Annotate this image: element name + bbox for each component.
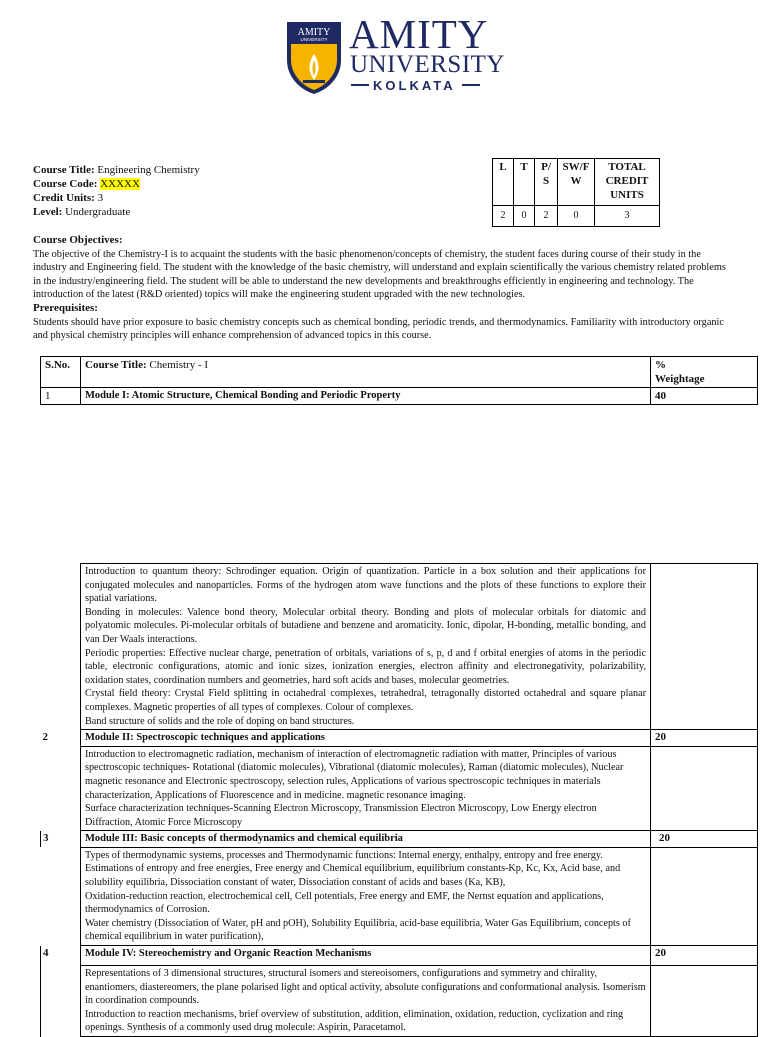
svg-text:AMITY: AMITY	[297, 27, 331, 38]
module-content	[81, 564, 651, 730]
ltp-table	[492, 158, 660, 227]
course-code-line	[33, 177, 200, 191]
module-weightage: 20	[651, 831, 758, 848]
content-paragraph: Introduction to quantum theory: Schrodinger equation. Origin of quantization. Particle in a box solution and their applications for conjugated molecules and nanoparticles. Forms of the hydrogen atom wave functions and the plots of these functions to explore their spatial variations.	[85, 566, 646, 605]
city-label: KOLKATA	[373, 78, 456, 93]
ltp-value-cell: 2	[493, 206, 514, 227]
prerequisites-text: Students should have prior exposure to basic chemistry concepts such as chemical bonding, periodic trends, and thermodynamics. Familiarity with introductory organic and physical chemistry principles will enhance comprehension of advanced topics in this course.	[33, 316, 724, 342]
course-code-value: XXXXX	[100, 178, 140, 190]
content-paragraph: Introduction to reaction mechanisms, brief overview of substitution, addition, elimination, oxidation, reduction, cyclization and ring openings. Synthesis of a commonly used drug molecule: Aspirin, Paracetamol.	[85, 1008, 624, 1034]
credit-units-label: Credit Units:	[33, 192, 95, 204]
content-paragraph: Band structure of solids and the role of doping on band structures.	[85, 715, 355, 727]
empty-number-cell	[41, 746, 81, 831]
prerequisites-heading: Prerequisites:	[33, 301, 98, 314]
module-number: 4	[41, 946, 81, 966]
module-content	[81, 847, 651, 945]
module-weightage: 20	[651, 946, 758, 966]
course-title-header	[81, 357, 651, 388]
empty-weight-cell	[651, 746, 758, 831]
content-paragraph: Crystal field theory: Crystal Field splitting in octahedral complexes, tetrahedral, tetragonally distorted octahedral and square planar complexes. Magnetic properties of all types of complexes. Colour of complexes.	[85, 688, 646, 713]
level-value: Undergraduate	[65, 206, 131, 218]
city-rule-left	[351, 84, 369, 86]
objectives-text: The objective of the Chemistry-I is to acquaint the students with the basic phenomenon/concepts of chemistry, the student faces during course of their study in the industry and Engineering field. The student with the knowledge of the basic chemistry, will understand and explain scientifically the various chemistry related problems in the industry/engineering field. The student will be able to understand the new developments and breakthroughs efficiently in engineering and technology. The introduction of the latest (R&D oriented) topics will make the engineering student upgraded with the new technologies.	[33, 248, 726, 301]
module-content	[81, 966, 651, 1037]
course-code-label: Course Code:	[33, 178, 98, 190]
brand-city	[351, 78, 491, 93]
module-table-body	[40, 563, 758, 1037]
course-title-label: Course Title:	[33, 164, 95, 176]
objectives-heading: Course Objectives:	[33, 234, 123, 246]
course-info	[33, 163, 200, 219]
credit-units-value: 3	[97, 192, 104, 204]
shield-emblem-icon	[285, 20, 343, 96]
course-title-value: Engineering Chemistry	[97, 164, 200, 176]
ltp-header-cell: T	[514, 159, 535, 206]
module-number: 3	[41, 831, 81, 848]
module-content	[81, 746, 651, 831]
empty-weight-cell	[651, 564, 758, 730]
brand-sub: UNIVERSITY	[350, 51, 505, 78]
university-logo	[283, 11, 505, 96]
course-title-header-label: Course Title:	[85, 359, 147, 371]
content-paragraph: Oxidation-reduction reaction, electrochemical cell, Cell potentials, Free energy and EMF, the Nernst equation and applications, thermodynamics of Corrosion.	[85, 890, 604, 916]
empty-number-cell	[41, 966, 81, 1037]
ltp-header-cell: L	[493, 159, 514, 206]
city-rule-right	[462, 84, 480, 86]
svg-text:UNIVERSITY: UNIVERSITY	[300, 37, 328, 42]
module-number: 2	[41, 730, 81, 747]
content-paragraph: Water chemistry (Dissociation of Water, pH and pOH), Solubility Equilibria, acid-base equilibria, Water Gas Equilibrium, concepts of chemical equilibrium in water purification),	[85, 917, 631, 943]
module-title: Module III: Basic concepts of thermodynamics and chemical equilibria	[81, 831, 651, 848]
ltp-header-cell: TOTAL CREDIT UNITS	[595, 159, 660, 206]
sno-header: S.No.	[41, 357, 81, 388]
ltp-value-cell: 3	[595, 206, 660, 227]
module-table-header	[40, 356, 758, 405]
module-weightage: 20	[651, 730, 758, 747]
ltp-value-cell: 2	[535, 206, 558, 227]
module-number: 1	[41, 388, 81, 405]
ltp-value-cell: 0	[514, 206, 535, 227]
empty-weight-cell	[651, 847, 758, 945]
content-paragraph: Periodic properties: Effective nuclear charge, penetration of orbitals, variations of s, p, d and f orbital energies of atoms in the periodic table, electronic configurations, atomic and ionic sizes, ionization energies, electron affinity and electronegativity, polarizability, oxidation states, coordination numbers and geometries, hard soft acids and bases, molecular geometries.	[85, 647, 646, 686]
content-paragraph: Introduction to electromagnetic radiation, mechanism of interaction of electromagnetic radiation with matter, Principles of various spectroscopic techniques- Rotational (diatomic molecules), Vibrational (diatomic molecules), Raman (diatomic molecules), Nuclear magnetic resonance and Electronic spectroscopy, selection rules, Applications of various spectroscopic techniques in materials characterization, Applications of Fluorescence and in medicine. magnetic resonance imaging.	[85, 748, 624, 801]
course-title-line	[33, 163, 200, 177]
ltp-header-cell: P/ S	[535, 159, 558, 206]
ltp-value-cell: 0	[558, 206, 595, 227]
ltp-header-cell: SW/F W	[558, 159, 595, 206]
brand-name: AMITY	[349, 11, 489, 57]
module-title: Module IV: Stereochemistry and Organic Reaction Mechanisms	[81, 946, 651, 966]
level-label: Level:	[33, 206, 63, 218]
content-paragraph: Types of thermodynamic systems, processes and Thermodynamic functions: Internal energy, enthalpy, entropy and free energy. Estimations of entropy and free energies, Free energy and Chemical equilibrium, equilibrium constants-Kp, Kc, Kx, Acid base, and solubility equilibria, Dissociation constant of water, Dissociation constant of acids and bases (Ka, KB),	[85, 849, 621, 889]
empty-weight-cell	[651, 966, 758, 1037]
content-paragraph: Bonding in molecules: Valence bond theory, Molecular orbital theory. Bonding and plots of molecular orbitals for diatomic and polyatomic molecules. Pi-molecular orbitals of butadiene and benzene and aromaticity. Ionic, dipolar, H-bonding, metallic bonding, and van Der Waals interactions.	[85, 606, 646, 645]
empty-number-cell	[41, 847, 81, 945]
module-title: Module I: Atomic Structure, Chemical Bonding and Periodic Property	[81, 388, 651, 405]
content-paragraph: Surface characterization techniques-Scanning Electron Microscopy, Transmission Electron Microscopy, Low Energy electron Diffraction, Atomic Force Microscopy	[85, 803, 597, 828]
module-title: Module II: Spectroscopic techniques and applications	[81, 730, 651, 747]
empty-number-cell	[41, 564, 81, 730]
objectives-section	[33, 234, 731, 343]
course-title-header-value: Chemistry - I	[149, 359, 209, 371]
content-paragraph: Representations of 3 dimensional structures, structural isomers and stereoisomers, configurations and symmetry and chirality, enantiomers, diastereomers, the plane polarised light and optical activity, absolute configurations and conformational analysis. Isomerism in coordination compounds.	[85, 968, 646, 1007]
weightage-header: % Weightage	[651, 357, 758, 388]
credit-units-line	[33, 191, 200, 205]
module-weightage: 40	[651, 388, 758, 405]
level-line	[33, 205, 200, 219]
